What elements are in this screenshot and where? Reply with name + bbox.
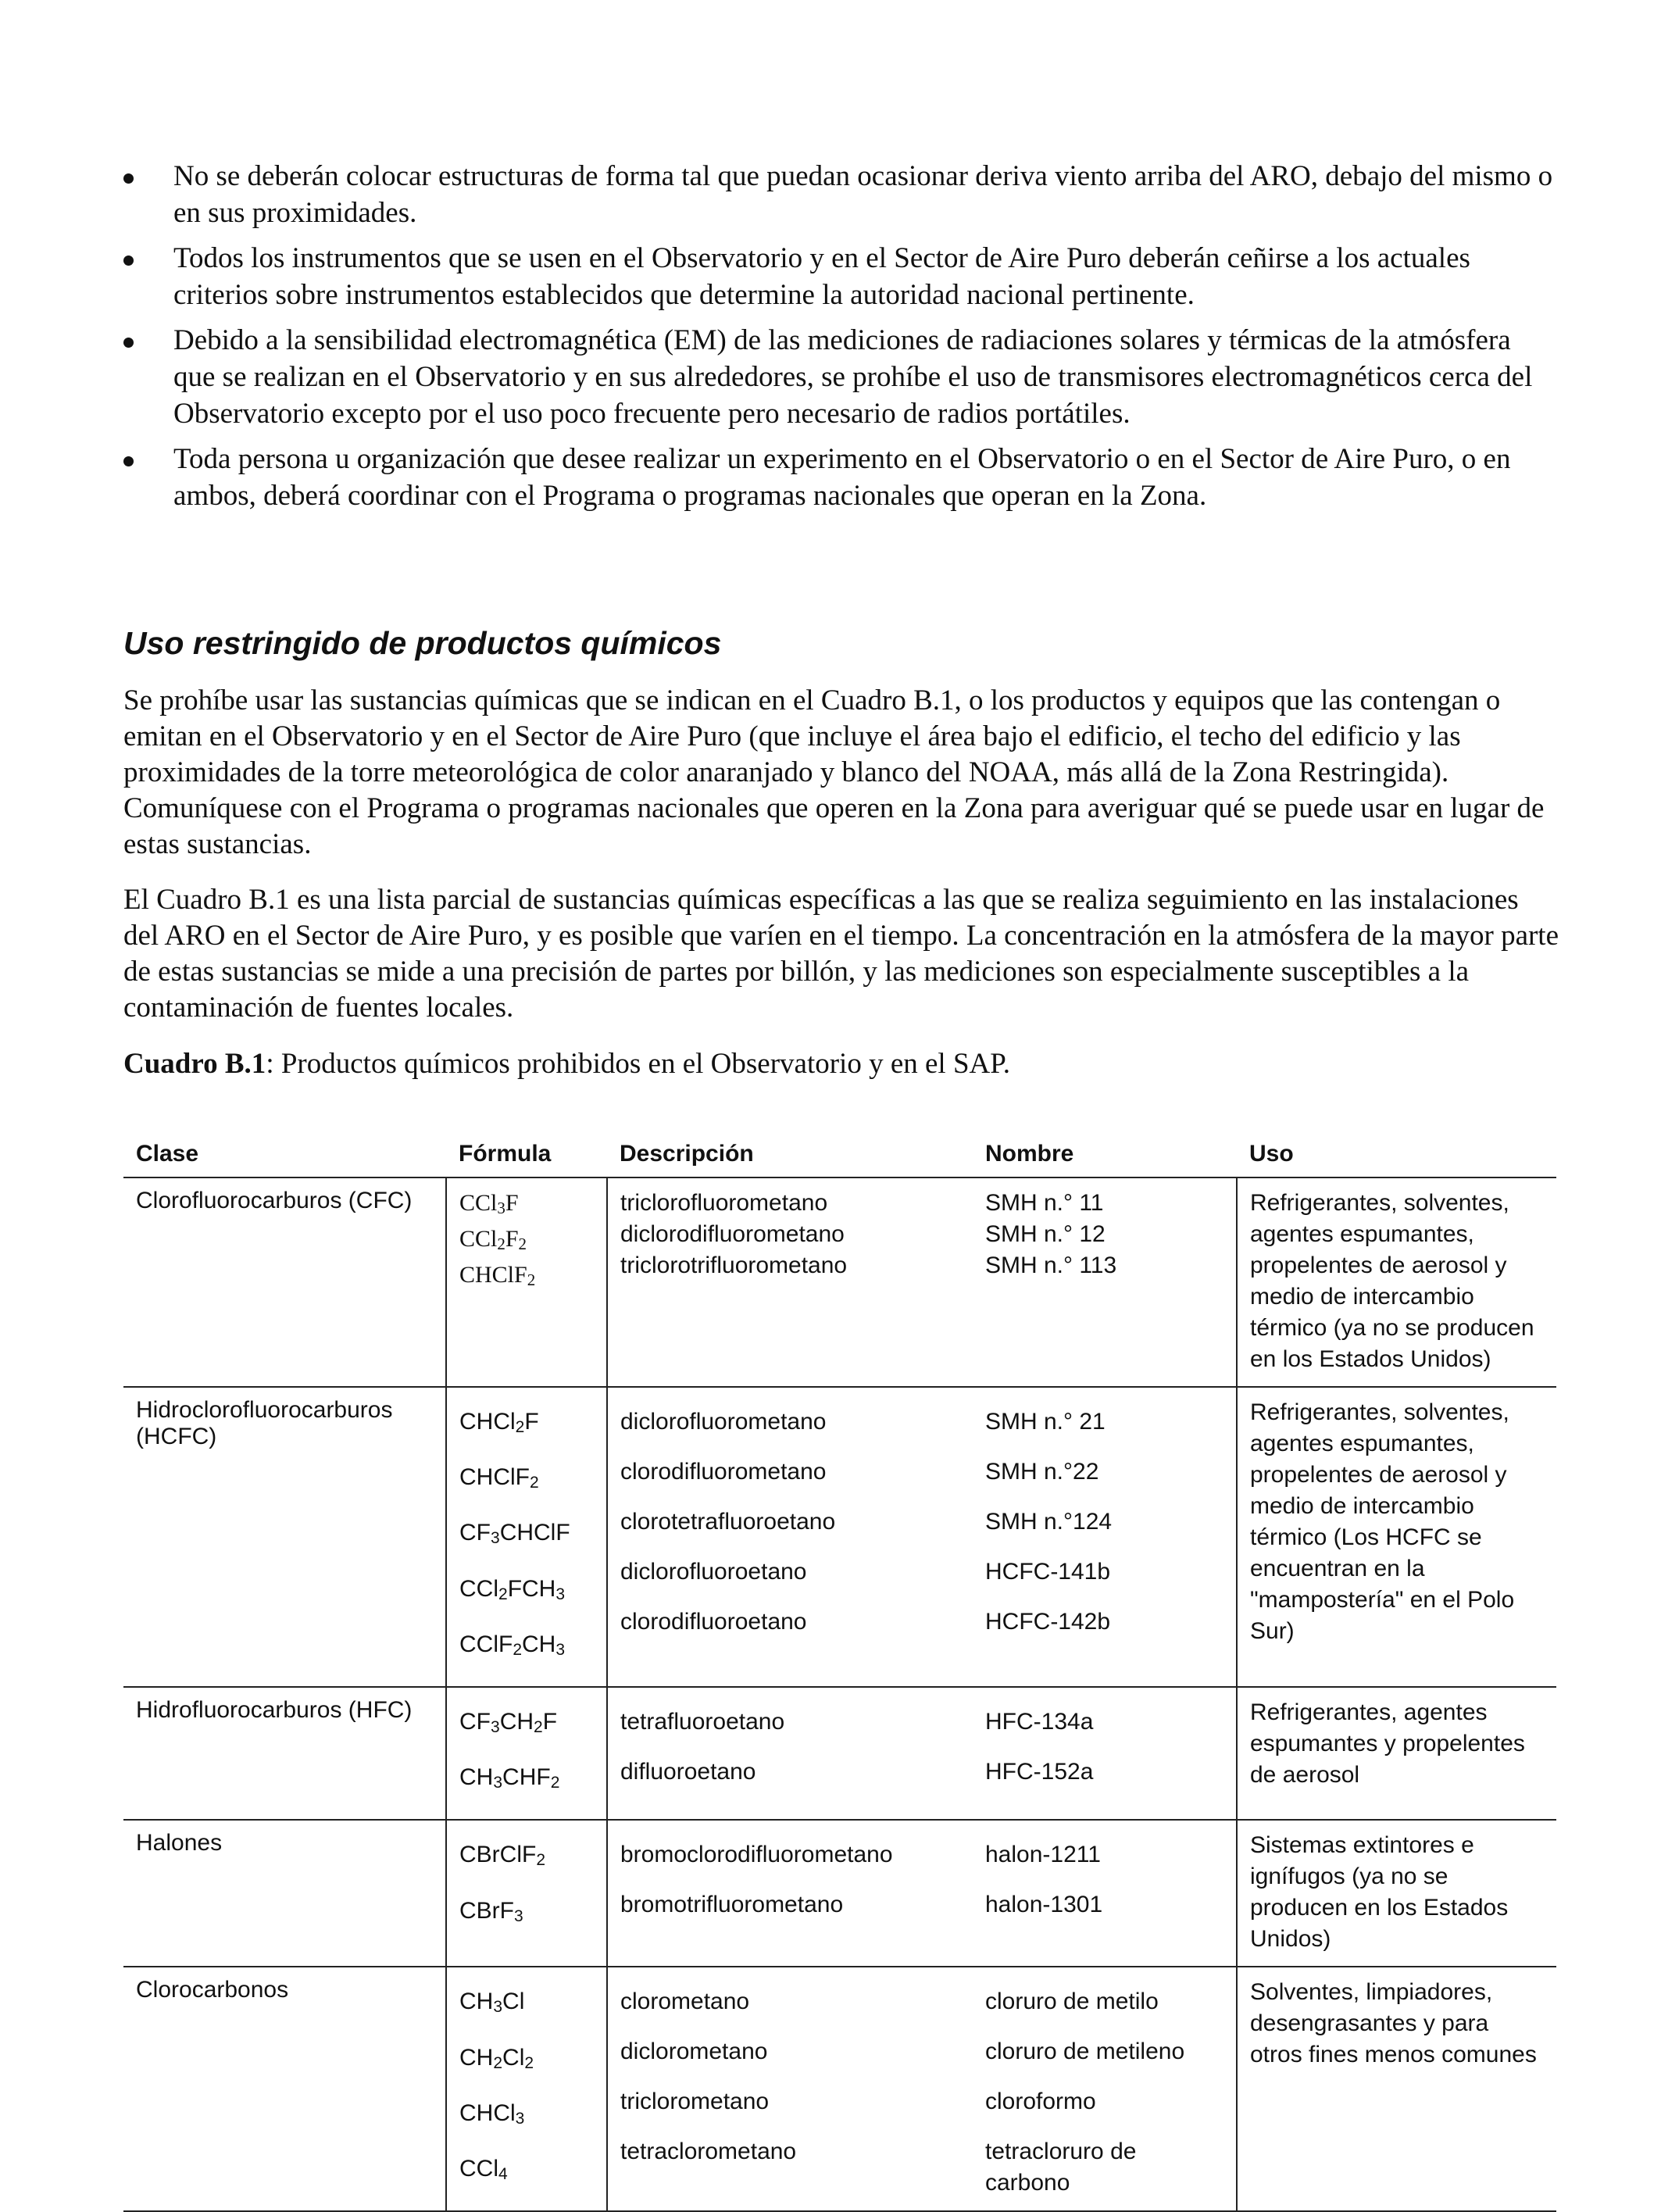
table-caption (123, 1046, 1561, 1082)
table-row (123, 1967, 1556, 2211)
cell-uso: Refrigerantes, solventes, agentes espumantes, propelentes de aerosol y medio de intercambio térmico (ya no se producen en los Estados Unidos) (1237, 1177, 1556, 1387)
bullet-item (123, 158, 1553, 231)
chemicals-table (123, 1127, 1556, 2212)
cell-formulas (446, 1687, 607, 1820)
bullet-text: Toda persona u organización que desee realizar un experimento en el Observatorio o en el Sector de Aire Puro, o en ambos, deberá coordinar con el Programa o programas nacionales que operan en la Zona. (173, 443, 1511, 512)
bullet-item (123, 322, 1553, 432)
cell-descripciones (607, 1967, 973, 2211)
table-row (123, 1387, 1556, 1687)
cell-uso: Solventes, limpiadores, desengrasantes y para otros fines menos comunes (1237, 1967, 1556, 2211)
table-caption-label: Cuadro B.1 (123, 1048, 266, 1080)
descripcion: tetrafluoroetano (620, 1708, 785, 1735)
nombre: halon-1301 (985, 1892, 1103, 1918)
header-formula: Fórmula (446, 1127, 607, 1177)
descripcion: bromotrifluorometano (620, 1892, 844, 1918)
bullet-dot-icon (123, 173, 134, 184)
header-uso: Uso (1237, 1127, 1556, 1177)
table-row (123, 1687, 1556, 1820)
formula: CCl$_4$ (459, 2155, 508, 2184)
bullet-text: Todos los instrumentos que se usen en el Observatorio y en el Sector de Aire Puro deberán ceñirse a los actuales criterios sobre instrumentos establecidos que determine la autoridad nacional pertinente. (173, 242, 1470, 311)
nombre: HCFC-141b (985, 1559, 1111, 1585)
cell-clase: Hidroclorofluorocarburos (HCFC) (123, 1387, 446, 1687)
formula: $CH_3CHF_2$ (459, 1764, 560, 1792)
nombre: HFC-134a (985, 1708, 1094, 1735)
nombre: SMH n.° 21 (985, 1409, 1106, 1435)
descripcion: diclorometano (620, 2039, 768, 2065)
table-header-row (123, 1127, 1556, 1177)
cell-nombres (973, 1967, 1237, 2211)
cell-clase: Hidrofluorocarburos (HFC) (123, 1687, 446, 1820)
cell-nombres (973, 1387, 1237, 1687)
nombre: cloruro de metilo (985, 1989, 1159, 2015)
bullet-dot-icon (123, 256, 134, 266)
cell-uso: Sistemas extintores e ignífugos (ya no se producen en los Estados Unidos) (1237, 1820, 1556, 1967)
header-nombre: Nombre (973, 1127, 1237, 1177)
nombre: tetracloruro de carbono (985, 2139, 1137, 2196)
cell-clase: Halones (123, 1820, 446, 1967)
nombre: SMH n.° 11 (985, 1190, 1104, 1216)
cell-formulas (446, 1387, 607, 1687)
bullet-dot-icon (123, 456, 134, 466)
header-clase: Clase (123, 1127, 446, 1177)
descripcion: triclorofluorometano (620, 1190, 828, 1216)
descripcion: difluoroetano (620, 1758, 756, 1785)
nombre: cloroformo (985, 2089, 1096, 2115)
section-heading: Uso restringido de productos químicos (123, 625, 722, 661)
table-row (123, 1177, 1556, 1387)
descripcion: clorodifluorometano (620, 1459, 827, 1485)
bullet-text: Debido a la sensibilidad electromagnética (EM) de las mediciones de radiaciones solares y térmicas de la atmósfera que se realizan en el Observatorio y en sus alrededores, se prohíbe el uso de transmisores electromagnéticos cerca del Observatorio excepto por el uso poco frecuente pero necesario de radios portátiles. (173, 324, 1533, 430)
cell-nombres (973, 1820, 1237, 1967)
descripcion: triclorotrifluorometano (620, 1253, 848, 1278)
bullet-list (123, 158, 1553, 523)
descripcion: clorodifluoroetano (620, 1609, 807, 1635)
cell-clase: Clorofluorocarburos (CFC) (123, 1177, 446, 1387)
bullet-item (123, 441, 1553, 514)
descripcion: bromoclorodifluorometano (620, 1842, 893, 1868)
descripcion: clorometano (620, 1989, 750, 2015)
formula: $CClF_2CH_3$ (459, 1631, 566, 1659)
cell-formulas (446, 1967, 607, 2211)
cell-nombres (973, 1177, 1237, 1387)
bullet-dot-icon (123, 338, 134, 348)
cell-nombres (973, 1687, 1237, 1820)
descripcion: diclorodifluorometano (620, 1221, 845, 1247)
cell-formulas (446, 1820, 607, 1967)
formula: $CF_3CH_2F$ (459, 1708, 558, 1737)
formula: $CCl_2FCH_3$ (459, 1575, 566, 1603)
nombre: SMH n.°22 (985, 1459, 1099, 1485)
nombre: HFC-152a (985, 1758, 1094, 1785)
cell-clase: Clorocarbonos (123, 1967, 446, 2211)
descripcion: clorotetrafluoroetano (620, 1509, 836, 1535)
nombre: SMH n.° 12 (985, 1221, 1106, 1247)
table-row (123, 1820, 1556, 1967)
descripcion: diclorofluorometano (620, 1409, 827, 1435)
cell-formulas (446, 1177, 607, 1387)
header-descripcion: Descripción (607, 1127, 973, 1177)
formula: $CH_2Cl_2$ (459, 2044, 534, 2072)
cell-descripciones (607, 1687, 973, 1820)
paragraph-restriction: Se prohíbe usar las sustancias químicas que se indican en el Cuadro B.1, o los productos y equipos que las contengan o emitan en el Observatorio y en el Sector de Aire Puro (que incluye el área bajo el edificio, el techo del edificio y las proximidades de la torre meteorológica de color anaranjado y blanco del NOAA, más allá de la Zona Restringida). Comuníquese con el Programa o programas nacionales que operen en la Zona para averiguar qué se puede usar en lugar de estas sustancias. (123, 684, 1545, 860)
formula: CHCl$_3$ (459, 2099, 525, 2128)
formula: CHClF$_2$ (459, 1464, 539, 1492)
formula: CCl$_3$F (459, 1190, 519, 1218)
table-caption-text: : Productos químicos prohibidos en el Observatorio y en el SAP. (266, 1048, 1010, 1080)
descripcion: diclorofluoroetano (620, 1559, 807, 1585)
bullet-text: No se deberán colocar estructuras de forma tal que puedan ocasionar deriva viento arriba del ARO, debajo del mismo o en sus proximidades. (173, 160, 1553, 229)
formula: CHCl$_2$F (459, 1409, 539, 1437)
descripcion: tetraclorometano (620, 2139, 797, 2165)
formula: CBrClF$_2$ (459, 1842, 546, 1870)
nombre: HCFC-142b (985, 1609, 1111, 1635)
formula: CHClF$_2$ (459, 1262, 536, 1290)
cell-uso: Refrigerantes, agentes espumantes y propelentes de aerosol (1237, 1687, 1556, 1820)
formula: CBrF$_3$ (459, 1897, 523, 1925)
nombre: cloruro de metileno (985, 2039, 1185, 2065)
descripcion: triclorometano (620, 2089, 770, 2115)
bullet-item (123, 240, 1553, 313)
nombre: halon-1211 (985, 1842, 1101, 1868)
cell-descripciones (607, 1177, 973, 1387)
paragraph-monitoring: El Cuadro B.1 es una lista parcial de sustancias químicas específicas a las que se realiza seguimiento en las instalaciones del ARO en el Sector de Aire Puro, y es posible que varíen en el tiempo. La concentración en la atmósfera de la mayor parte de estas sustancias se mide a una precisión de partes por billón, y las mediciones son especialmente susceptibles a la contaminación de fuentes locales. (123, 884, 1559, 1024)
nombre: SMH n.° 113 (985, 1253, 1117, 1278)
cell-descripciones (607, 1387, 973, 1687)
formula: $CF_3CHClF$ (459, 1520, 570, 1548)
formula: $CH_3Cl$ (459, 1989, 525, 2017)
formula: $CCl_2F_2$ (459, 1226, 527, 1254)
cell-uso: Refrigerantes, solventes, agentes espumantes, propelentes de aerosol y medio de intercambio térmico (Los HCFC se encuentran en la "mampostería" en el Polo Sur) (1237, 1387, 1556, 1687)
nombre: SMH n.°124 (985, 1509, 1113, 1535)
cell-descripciones (607, 1820, 973, 1967)
